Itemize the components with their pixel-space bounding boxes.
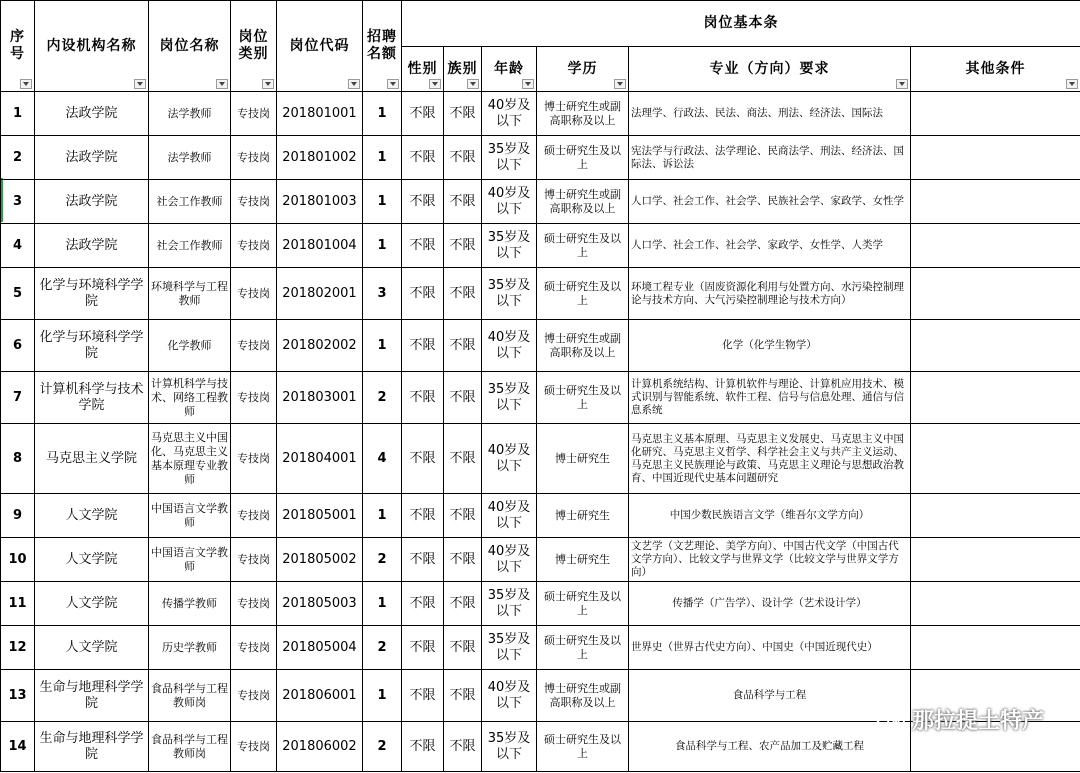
cell-major[interactable]: 人口学、社会工作、社会学、家政学、女性学、人类学	[629, 224, 911, 268]
cell-age[interactable]: 35岁及以下	[482, 372, 537, 424]
table-row[interactable]	[1, 538, 1080, 582]
cell-code[interactable]: 201805003	[277, 582, 363, 626]
cell-category[interactable]: 专技岗	[231, 268, 277, 320]
col-ethnicity-header	[444, 47, 482, 92]
cell-dept[interactable]: 人文学院	[35, 582, 149, 626]
cell-ethnicity[interactable]: 不限	[444, 670, 482, 722]
cell-category[interactable]: 专技岗	[231, 494, 277, 538]
cell-ethnicity[interactable]: 不限	[444, 626, 482, 670]
cell-major[interactable]: 食品科学与工程、农产品加工及贮藏工程	[629, 722, 911, 772]
cell-dept[interactable]: 化学与环境科学学院	[35, 320, 149, 372]
col-code-label: 岗位代码	[289, 37, 350, 54]
cell-dept[interactable]: 计算机科学与技术学院	[35, 372, 149, 424]
cell-education[interactable]: 博士研究生或副高职称及以上	[537, 180, 629, 224]
cell-count[interactable]: 1	[363, 320, 402, 372]
table-row[interactable]	[1, 372, 1080, 424]
cell-seq[interactable]: 14	[1, 722, 35, 772]
cell-ethnicity[interactable]: 不限	[444, 320, 482, 372]
cell-education[interactable]: 博士研究生	[537, 538, 629, 582]
cell-count[interactable]: 3	[363, 268, 402, 320]
cell-category[interactable]: 专技岗	[231, 582, 277, 626]
table-row[interactable]	[1, 494, 1080, 538]
cell-major[interactable]: 文艺学（文艺理论、美学方向）、中国古代文学（中国古代文学方向）、比较文学与世界文学（比较文学与世界文学方向）	[629, 538, 911, 582]
cell-ethnicity[interactable]: 不限	[444, 92, 482, 136]
cell-code[interactable]: 201805004	[277, 626, 363, 670]
filter-dropdown-icon[interactable]	[216, 79, 228, 89]
cell-education[interactable]: 硕士研究生及以上	[537, 224, 629, 268]
col-seq-label: 序号	[10, 29, 25, 62]
col-gender-header	[402, 47, 444, 92]
cell-code[interactable]: 201801001	[277, 92, 363, 136]
col-ethnicity-label: 族别	[447, 60, 478, 77]
cell-age[interactable]: 35岁及以下	[482, 268, 537, 320]
cell-major[interactable]: 法理学、行政法、民法、商法、刑法、经济法、国际法	[629, 92, 911, 136]
cell-code[interactable]: 201801003	[277, 180, 363, 224]
cell-count[interactable]: 1	[363, 670, 402, 722]
table-row[interactable]	[1, 582, 1080, 626]
cell-other[interactable]	[911, 136, 1080, 180]
cell-post[interactable]: 计算机科学与技术、网络工程教师	[149, 372, 231, 424]
cell-ethnicity[interactable]: 不限	[444, 180, 482, 224]
cell-code[interactable]: 201802001	[277, 268, 363, 320]
col-category-label: 岗位类别	[238, 29, 269, 62]
cell-category[interactable]: 专技岗	[231, 424, 277, 494]
table-row[interactable]	[1, 320, 1080, 372]
filter-dropdown-icon[interactable]	[467, 79, 479, 89]
cell-category[interactable]: 专技岗	[231, 670, 277, 722]
filter-dropdown-icon[interactable]	[614, 79, 626, 89]
cell-post[interactable]: 传播学教师	[149, 582, 231, 626]
cell-post[interactable]: 食品科学与工程教师岗	[149, 670, 231, 722]
basic-conditions-label: 岗位基本条	[703, 15, 779, 31]
cell-education[interactable]: 硕士研究生及以上	[537, 136, 629, 180]
cell-category[interactable]: 专技岗	[231, 722, 277, 772]
cell-post[interactable]: 环境科学与工程教师	[149, 268, 231, 320]
filter-dropdown-icon[interactable]	[896, 79, 908, 89]
cell-category[interactable]: 专技岗	[231, 180, 277, 224]
cell-age[interactable]: 35岁及以下	[482, 722, 537, 772]
cell-ethnicity[interactable]: 不限	[444, 268, 482, 320]
cell-age[interactable]: 40岁及以下	[482, 92, 537, 136]
col-major-header	[629, 47, 911, 92]
cell-code[interactable]: 201805002	[277, 538, 363, 582]
cell-dept[interactable]: 人文学院	[35, 494, 149, 538]
cell-education[interactable]: 硕士研究生及以上	[537, 268, 629, 320]
cell-dept[interactable]: 生命与地理科学学院	[35, 670, 149, 722]
cell-code[interactable]: 201804001	[277, 424, 363, 494]
cell-count[interactable]: 2	[363, 538, 402, 582]
cell-age[interactable]: 35岁及以下	[482, 582, 537, 626]
cell-age[interactable]: 40岁及以下	[482, 320, 537, 372]
cell-dept[interactable]: 人文学院	[35, 538, 149, 582]
cell-education[interactable]: 硕士研究生及以上	[537, 582, 629, 626]
cell-category[interactable]: 专技岗	[231, 372, 277, 424]
col-age-header	[482, 47, 537, 92]
cell-gender[interactable]: 不限	[402, 372, 444, 424]
filter-dropdown-icon[interactable]	[20, 79, 32, 89]
col-other-label: 其他条件	[965, 60, 1026, 77]
cell-major[interactable]: 食品科学与工程	[629, 670, 911, 722]
cell-category[interactable]: 专技岗	[231, 224, 277, 268]
cell-ethnicity[interactable]: 不限	[444, 494, 482, 538]
cell-code[interactable]: 201801004	[277, 224, 363, 268]
cell-gender[interactable]: 不限	[402, 670, 444, 722]
cell-major[interactable]: 世界史（世界古代史方向）、中国史（中国近现代史）	[629, 626, 911, 670]
cell-code[interactable]: 201801002	[277, 136, 363, 180]
cell-seq[interactable]: 1	[1, 92, 35, 136]
cell-ethnicity[interactable]: 不限	[444, 538, 482, 582]
cell-count[interactable]: 2	[363, 722, 402, 772]
cell-seq[interactable]: 7	[1, 372, 35, 424]
cell-gender[interactable]: 不限	[402, 722, 444, 772]
cell-seq[interactable]: 10	[1, 538, 35, 582]
cell-major[interactable]: 传播学（广告学）、设计学（艺术设计学）	[629, 582, 911, 626]
filter-dropdown-icon[interactable]	[429, 79, 441, 89]
col-count-header	[363, 1, 402, 92]
cell-dept[interactable]: 马克思主义学院	[35, 424, 149, 494]
cell-dept[interactable]: 人文学院	[35, 626, 149, 670]
basic-conditions-header	[402, 1, 1080, 47]
cell-other[interactable]	[911, 224, 1080, 268]
col-other-header	[911, 47, 1080, 92]
filter-dropdown-icon[interactable]	[134, 79, 146, 89]
cell-code[interactable]: 201806001	[277, 670, 363, 722]
cell-seq[interactable]: 11	[1, 582, 35, 626]
cell-seq[interactable]: 4	[1, 224, 35, 268]
cell-education[interactable]: 博士研究生或副高职称及以上	[537, 92, 629, 136]
col-age-label: 年龄	[494, 60, 524, 77]
cell-seq[interactable]: 3	[1, 180, 35, 224]
cell-post[interactable]: 马克思主义中国化、马克思主义基本原理专业教师	[149, 424, 231, 494]
cell-education[interactable]: 博士研究生或副高职称及以上	[537, 320, 629, 372]
watermark-text: 那拉提土特产	[911, 709, 1044, 734]
cell-major[interactable]: 人口学、社会工作、社会学、民族社会学、家政学、女性学	[629, 180, 911, 224]
cell-age[interactable]: 35岁及以下	[482, 626, 537, 670]
cell-count[interactable]: 1	[363, 494, 402, 538]
cell-gender[interactable]: 不限	[402, 224, 444, 268]
cell-seq[interactable]: 6	[1, 320, 35, 372]
table-row[interactable]	[1, 180, 1080, 224]
col-dept-header	[35, 1, 149, 92]
cell-category[interactable]: 专技岗	[231, 136, 277, 180]
cell-major[interactable]: 马克思主义基本原理、马克思主义发展史、马克思主义中国化研究、马克思主义哲学、科学社会主义与共产主义运动、马克思主义民族理论与政策、马克思主义理论与思想政治教育、中国近现代史基本问题研究	[629, 424, 911, 494]
col-count-label: 招聘名额	[367, 29, 397, 62]
cell-post[interactable]: 中国语言文学教师	[149, 494, 231, 538]
cell-education[interactable]: 博士研究生或副高职称及以上	[537, 670, 629, 722]
filter-dropdown-icon[interactable]	[387, 79, 399, 89]
cell-age[interactable]: 35岁及以下	[482, 136, 537, 180]
cell-ethnicity[interactable]: 不限	[444, 224, 482, 268]
cell-age[interactable]: 40岁及以下	[482, 494, 537, 538]
cell-dept[interactable]: 生命与地理科学学院	[35, 722, 149, 772]
cell-major[interactable]: 计算机系统结构、计算机软件与理论、计算机应用技术、模式识别与智能系统、软件工程、信号与信息处理、通信与信息系统	[629, 372, 911, 424]
cell-count[interactable]: 1	[363, 92, 402, 136]
table-row[interactable]	[1, 92, 1080, 136]
cell-post[interactable]: 社会工作教师	[149, 180, 231, 224]
cell-age[interactable]: 35岁及以下	[482, 224, 537, 268]
cell-education[interactable]: 博士研究生	[537, 494, 629, 538]
cell-code[interactable]: 201805001	[277, 494, 363, 538]
cell-count[interactable]: 1	[363, 224, 402, 268]
cell-other[interactable]	[911, 626, 1080, 670]
cell-dept[interactable]: 法政学院	[35, 92, 149, 136]
cell-count[interactable]: 2	[363, 626, 402, 670]
cell-age[interactable]: 40岁及以下	[482, 180, 537, 224]
cell-other[interactable]	[911, 180, 1080, 224]
cell-ethnicity[interactable]: 不限	[444, 722, 482, 772]
cell-gender[interactable]: 不限	[402, 538, 444, 582]
cell-age[interactable]: 40岁及以下	[482, 424, 537, 494]
cell-post[interactable]: 法学教师	[149, 92, 231, 136]
cell-post[interactable]: 食品科学与工程教师岗	[149, 722, 231, 772]
cell-post[interactable]: 化学教师	[149, 320, 231, 372]
table-row[interactable]	[1, 136, 1080, 180]
cell-dept[interactable]: 法政学院	[35, 224, 149, 268]
col-major-label: 专业（方向）要求	[709, 60, 830, 77]
cell-dept[interactable]: 法政学院	[35, 136, 149, 180]
cell-ethnicity[interactable]: 不限	[444, 582, 482, 626]
header-row-1	[1, 1, 1080, 47]
cell-seq[interactable]: 8	[1, 424, 35, 494]
cell-other[interactable]	[911, 268, 1080, 320]
cell-count[interactable]: 4	[363, 424, 402, 494]
col-education-label: 学历	[567, 60, 598, 77]
col-gender-label: 性别	[407, 60, 438, 77]
cell-major[interactable]: 宪法学与行政法、法学理论、民商法学、刑法、经济法、国际法、诉讼法	[629, 136, 911, 180]
table-row[interactable]	[1, 224, 1080, 268]
cell-other[interactable]	[911, 538, 1080, 582]
cell-post[interactable]: 社会工作教师	[149, 224, 231, 268]
cell-count[interactable]: 2	[363, 372, 402, 424]
filter-dropdown-icon[interactable]	[522, 79, 534, 89]
cell-post[interactable]: 中国语言文学教师	[149, 538, 231, 582]
cell-gender[interactable]: 不限	[402, 582, 444, 626]
table-row[interactable]	[1, 424, 1080, 494]
cell-count[interactable]: 1	[363, 582, 402, 626]
cell-code[interactable]: 201803001	[277, 372, 363, 424]
cell-education[interactable]: 硕士研究生及以上	[537, 722, 629, 772]
table-row[interactable]	[1, 626, 1080, 670]
col-post-header	[149, 1, 231, 92]
cell-gender[interactable]: 不限	[402, 268, 444, 320]
cell-age[interactable]: 40岁及以下	[482, 670, 537, 722]
cell-age[interactable]: 40岁及以下	[482, 538, 537, 582]
cell-gender[interactable]: 不限	[402, 626, 444, 670]
cell-post[interactable]: 法学教师	[149, 136, 231, 180]
cell-gender[interactable]: 不限	[402, 320, 444, 372]
cell-seq[interactable]: 13	[1, 670, 35, 722]
cell-other[interactable]	[911, 92, 1080, 136]
cell-code[interactable]: 201802002	[277, 320, 363, 372]
watermark	[876, 704, 1044, 735]
col-category-header	[231, 1, 277, 92]
cell-category[interactable]: 专技岗	[231, 320, 277, 372]
cell-post[interactable]: 历史学教师	[149, 626, 231, 670]
cell-major[interactable]: 环境工程专业（固废资源化利用与处置方向、水污染控制理论与技术方向、大气污染控制理论与技术方向）	[629, 268, 911, 320]
cell-other[interactable]	[911, 494, 1080, 538]
cell-seq[interactable]: 2	[1, 136, 35, 180]
cell-gender[interactable]: 不限	[402, 92, 444, 136]
cell-major[interactable]: 化学（化学生物学）	[629, 320, 911, 372]
col-dept-label: 内设机构名称	[46, 37, 137, 54]
cell-ethnicity[interactable]: 不限	[444, 136, 482, 180]
cell-education[interactable]: 博士研究生	[537, 424, 629, 494]
cell-gender[interactable]: 不限	[402, 180, 444, 224]
col-post-label: 岗位名称	[159, 37, 220, 54]
filter-dropdown-icon[interactable]	[262, 79, 274, 89]
filter-dropdown-icon[interactable]	[348, 79, 360, 89]
cell-dept[interactable]: 法政学院	[35, 180, 149, 224]
cell-other[interactable]	[911, 372, 1080, 424]
cell-seq[interactable]: 12	[1, 626, 35, 670]
table-row[interactable]	[1, 268, 1080, 320]
cell-major[interactable]: 中国少数民族语言文学（维吾尔文学方向）	[629, 494, 911, 538]
wechat-icon	[876, 708, 906, 732]
cell-category[interactable]: 专技岗	[231, 626, 277, 670]
cell-other[interactable]	[911, 424, 1080, 494]
cell-category[interactable]: 专技岗	[231, 92, 277, 136]
cell-seq[interactable]: 5	[1, 268, 35, 320]
col-education-header	[537, 47, 629, 92]
filter-dropdown-icon[interactable]	[1066, 79, 1078, 89]
cell-other[interactable]	[911, 582, 1080, 626]
cell-gender[interactable]: 不限	[402, 136, 444, 180]
col-code-header	[277, 1, 363, 92]
cell-education[interactable]: 硕士研究生及以上	[537, 372, 629, 424]
cell-education[interactable]: 硕士研究生及以上	[537, 626, 629, 670]
cell-code[interactable]: 201806002	[277, 722, 363, 772]
cell-seq[interactable]: 9	[1, 494, 35, 538]
cell-gender[interactable]: 不限	[402, 494, 444, 538]
col-seq-header	[1, 1, 35, 92]
cell-category[interactable]: 专技岗	[231, 538, 277, 582]
cell-gender[interactable]: 不限	[402, 424, 444, 494]
cell-ethnicity[interactable]: 不限	[444, 372, 482, 424]
cell-dept[interactable]: 化学与环境科学学院	[35, 268, 149, 320]
cell-ethnicity[interactable]: 不限	[444, 424, 482, 494]
cell-count[interactable]: 1	[363, 136, 402, 180]
cell-count[interactable]: 1	[363, 180, 402, 224]
cell-other[interactable]	[911, 320, 1080, 372]
